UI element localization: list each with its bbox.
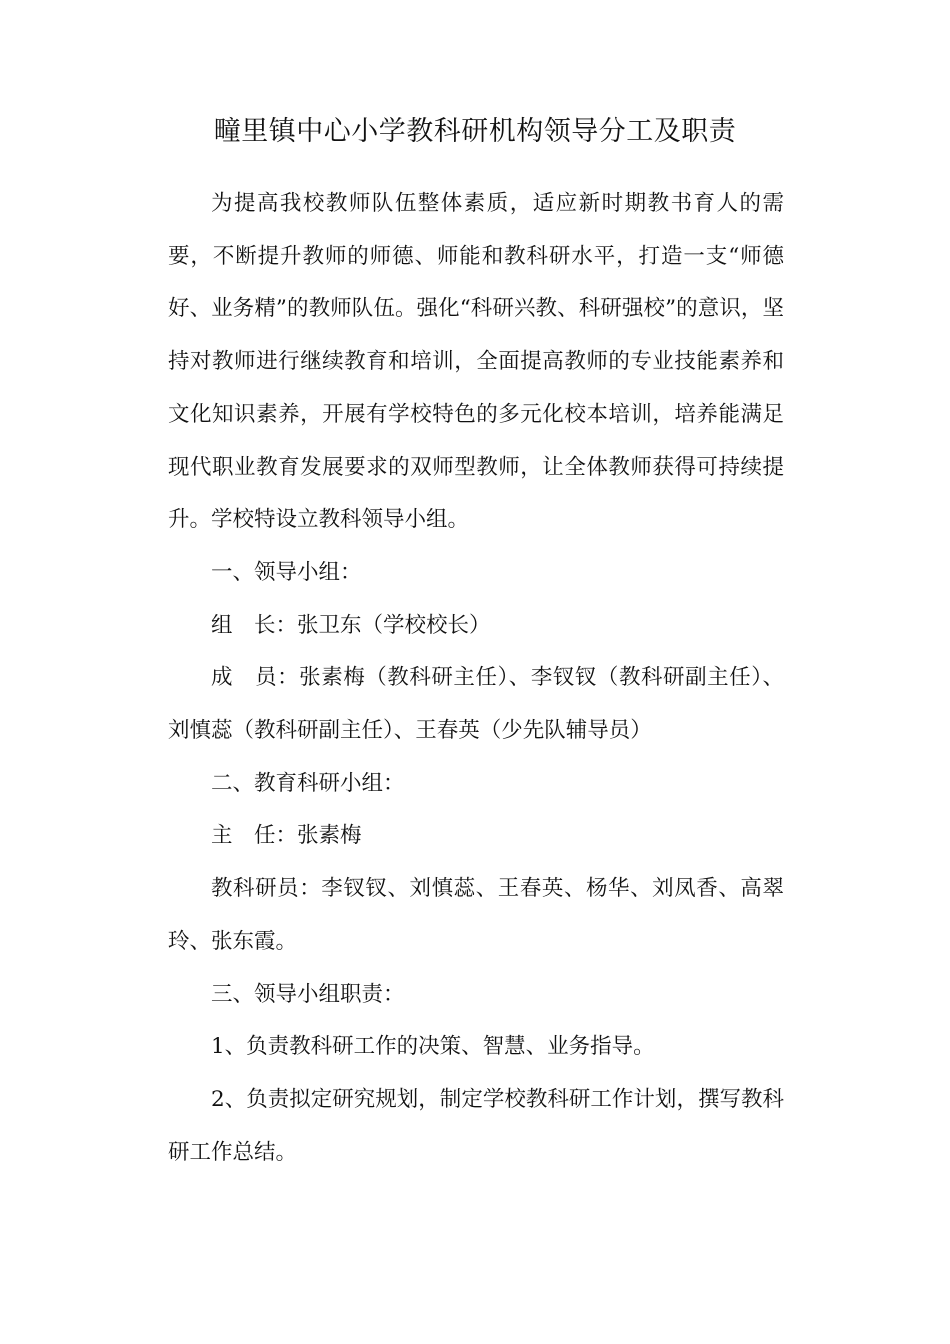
section-heading-leadership-group: 一、领导小组： [211, 559, 362, 585]
section-heading-duties: 三、领导小组职责： [211, 981, 405, 1007]
group-leader-line [168, 600, 784, 653]
duty-item-1: 1、负责教科研工作的决策、智慧、业务指导。 [211, 1034, 655, 1060]
group-leader-value: 张卫东（学校校长） [297, 612, 491, 638]
group-members-line [168, 652, 784, 757]
intro-paragraph: 为提高我校教师队伍整体素质，适应新时期教书育人的需要，不断提升教师的师德、师能和教科研水平，打造一支“师德好、业务精”的教师队伍。强化“科研兴教、科研强校”的意识，坚持对教师进行继续教育和培训，全面提高教师的专业技能素养和文化知识素养，开展有学校特色的多元化校本培训，培养能满足现代职业教育发展要求的双师型教师，让全体教师获得可持续提升。学校特设立教科领导小组。 [168, 191, 784, 533]
group-members-value: 张素梅（教科研主任）、李钗钗（教科研副主任）、刘慎蕊（教科研副主任）、王春英（少先队辅导员） [168, 665, 784, 744]
group-leader-label: 组 长： [211, 612, 298, 638]
research-director-line [168, 810, 784, 863]
researchers-label: 教科研员： [211, 876, 322, 902]
document-body [168, 178, 784, 1179]
document-title: 疃里镇中心小学教科研机构领导分工及职责 [213, 116, 737, 147]
researchers-line [168, 863, 784, 968]
group-members-label: 成 员： [211, 665, 300, 691]
research-director-value: 张素梅 [297, 823, 362, 849]
researchers-value: 李钗钗、刘慎蕊、王春英、杨华、刘凤香、高翠玲、张东霞。 [168, 876, 784, 954]
duty-item-2: 2、负责拟定研究规划，制定学校教科研工作计划，撰写教科研工作总结。 [168, 1086, 784, 1165]
section-heading-research-group: 二、教育科研小组： [211, 770, 405, 796]
research-director-label: 主 任： [211, 823, 298, 849]
